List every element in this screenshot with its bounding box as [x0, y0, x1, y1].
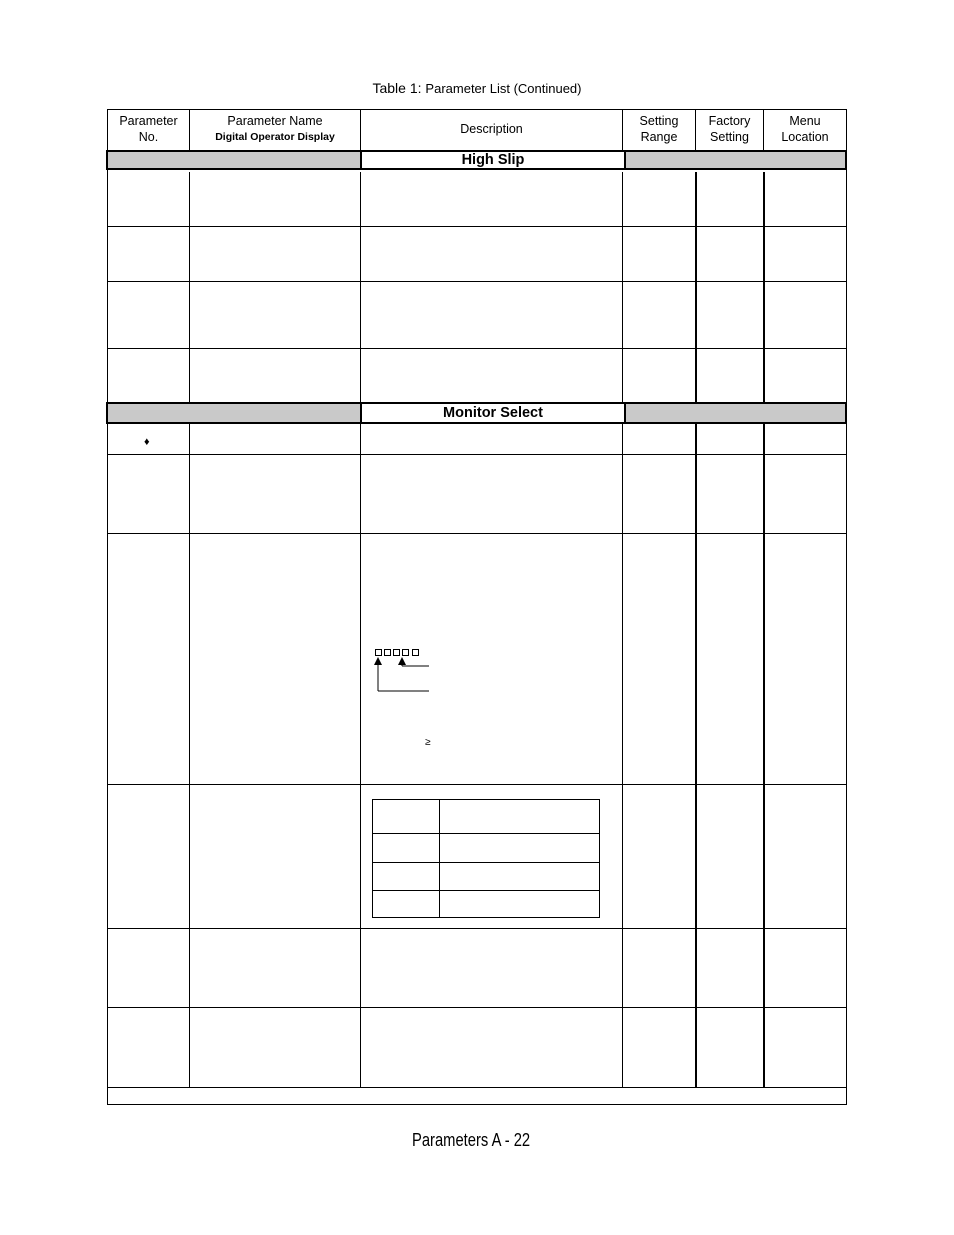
inner-column-divider	[439, 799, 440, 918]
column-divider	[622, 424, 623, 1087]
table-title-rest: Parameter List (Continued)	[425, 81, 582, 96]
row-divider	[107, 348, 847, 349]
page-footer: Parameters A - 22	[412, 1130, 531, 1150]
section-high-slip-label: High Slip	[360, 152, 626, 168]
row-divider	[107, 533, 847, 534]
header-parameter-name-line1: Parameter Name	[227, 114, 323, 128]
header-menu-location-line2: Location	[781, 130, 829, 144]
row-divider	[107, 454, 847, 455]
row-divider	[107, 1007, 847, 1008]
inner-row-divider	[372, 833, 600, 834]
row-divider	[107, 784, 847, 785]
header-menu-location	[764, 113, 846, 145]
header-factory-setting	[696, 113, 763, 145]
arrow-head-left	[374, 657, 382, 665]
row-divider	[107, 928, 847, 929]
column-divider	[695, 172, 697, 402]
column-divider	[189, 172, 190, 402]
header-setting-range	[623, 113, 695, 145]
header-parameter-name	[190, 113, 360, 145]
header-menu-location-line1: Menu	[789, 114, 821, 128]
row-divider	[107, 226, 847, 227]
column-divider	[695, 424, 697, 1087]
header-setting-range-line1: Setting	[639, 114, 679, 128]
column-divider	[189, 424, 190, 1087]
inner-row-divider	[372, 890, 600, 891]
row-divider	[107, 1087, 847, 1088]
geq-symbol: ≥	[425, 737, 431, 748]
table-title-prefix: Table 1:	[372, 80, 422, 96]
diamond-marker: ♦	[144, 436, 150, 448]
column-divider	[763, 424, 765, 1087]
header-parameter-no-line1: Parameter	[119, 114, 178, 128]
header-parameter-no	[108, 113, 189, 145]
inner-option-table	[372, 799, 600, 918]
header-description: Description	[460, 122, 523, 136]
digit-arrows-diagram	[368, 654, 438, 696]
header-parameter-no-line2: No.	[138, 130, 159, 144]
arrow-head-right	[398, 657, 406, 665]
column-divider	[360, 424, 361, 1087]
section-high-slip	[106, 150, 847, 170]
column-divider	[622, 172, 623, 402]
parameter-table	[107, 109, 847, 1105]
column-divider	[360, 172, 361, 402]
header-parameter-name-line2: Digital Operator Display	[215, 131, 335, 143]
header-factory-setting-line1: Factory	[708, 114, 751, 128]
row-divider	[107, 281, 847, 282]
table-title	[0, 80, 954, 96]
header-setting-range-line2: Range	[640, 130, 678, 144]
header-factory-setting-line2: Setting	[710, 130, 749, 144]
column-divider	[763, 172, 765, 402]
section-monitor-select-label: Monitor Select	[360, 404, 626, 422]
section-monitor-select	[106, 402, 847, 424]
inner-row-divider	[372, 862, 600, 863]
